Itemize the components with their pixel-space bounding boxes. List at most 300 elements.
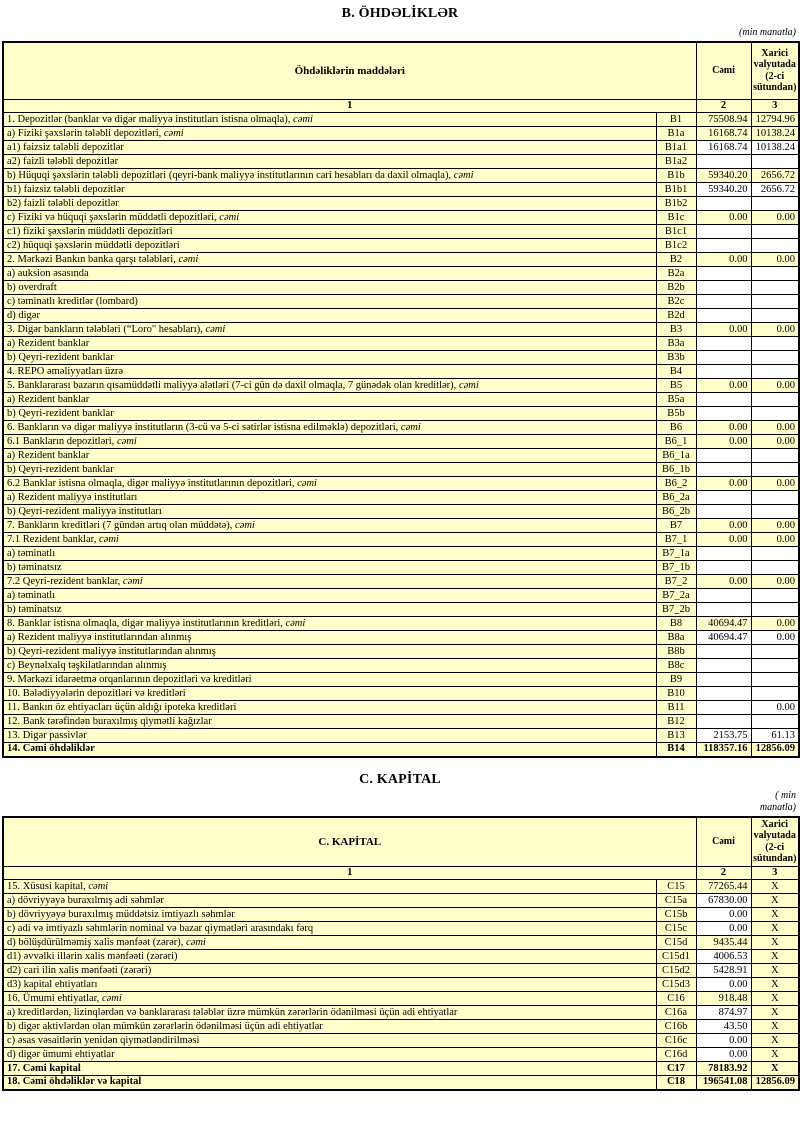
- cell-total[interactable]: 0.00: [696, 1048, 751, 1062]
- table-row: [3, 908, 799, 922]
- row-label: b) təminatsız: [3, 603, 656, 617]
- row-label: c1) fiziki şəxslərin müddətli depozitləri: [3, 225, 656, 239]
- row-label: 13. Digər passivlər: [3, 729, 656, 743]
- unit-note-b: (min manatla): [739, 27, 796, 38]
- cell-total: 59340.20: [696, 169, 751, 183]
- row-code: B7_1: [656, 533, 696, 547]
- cell-fx: X: [751, 950, 799, 964]
- cell-fx[interactable]: [751, 197, 799, 211]
- cell-fx[interactable]: [751, 351, 799, 365]
- cell-fx[interactable]: [751, 295, 799, 309]
- row-code: B6_2a: [656, 491, 696, 505]
- row-code: B4: [656, 365, 696, 379]
- cell-fx[interactable]: 61.13: [751, 729, 799, 743]
- row-code: B8a: [656, 631, 696, 645]
- capital-rows: [3, 880, 799, 1090]
- row-code: C15b: [656, 908, 696, 922]
- row-label: 17. Cəmi kapital: [3, 1062, 656, 1076]
- cell-fx[interactable]: [751, 603, 799, 617]
- cell-fx: 0.00: [751, 421, 799, 435]
- table-row: [3, 379, 799, 393]
- row-label: 15. Xüsusi kapital, cəmi: [3, 880, 656, 894]
- row-label: a) kreditlərdən, lizinqlərdən və banklararası tələblər üzrə mümkün zərərlərin ödənilməsi üçün adi ehtiyatlar: [3, 1006, 656, 1020]
- row-code: C16d: [656, 1048, 696, 1062]
- row-code: B2d: [656, 309, 696, 323]
- cell-fx[interactable]: [751, 687, 799, 701]
- row-code: B6_2: [656, 477, 696, 491]
- capital-table: [2, 816, 800, 1091]
- cell-total[interactable]: [696, 239, 751, 253]
- table-row: [3, 267, 799, 281]
- table-row: [3, 880, 799, 894]
- table-row: [3, 894, 799, 908]
- cell-fx: 0.00: [751, 211, 799, 225]
- row-code: C16b: [656, 1020, 696, 1034]
- row-code: B7_2: [656, 575, 696, 589]
- table-row: [3, 393, 799, 407]
- cell-total: 918.48: [696, 992, 751, 1006]
- row-code: C16: [656, 992, 696, 1006]
- row-code: C15d: [656, 936, 696, 950]
- cell-total[interactable]: 43.50: [696, 1020, 751, 1034]
- cell-fx: X: [751, 1020, 799, 1034]
- row-code: B5b: [656, 407, 696, 421]
- cell-fx[interactable]: [751, 267, 799, 281]
- cell-total: 0.00: [696, 253, 751, 267]
- capital-colnum-row: [3, 867, 799, 880]
- cell-total[interactable]: 40694.47: [696, 631, 751, 645]
- row-code: C15d3: [656, 978, 696, 992]
- table-row: [3, 533, 799, 547]
- cell-total[interactable]: 0.00: [696, 978, 751, 992]
- row-code: B7_2a: [656, 589, 696, 603]
- row-label: b) Qeyri-rezident maliyyə institutları: [3, 505, 656, 519]
- cell-total: 196541.08: [696, 1076, 751, 1090]
- row-label: 16. Ümumi ehtiyatlar, cəmi: [3, 992, 656, 1006]
- table-row: [3, 589, 799, 603]
- row-label: a) auksion əsasında: [3, 267, 656, 281]
- cell-total[interactable]: [696, 491, 751, 505]
- cell-total[interactable]: 874.97: [696, 1006, 751, 1020]
- row-label: a) təminatlı: [3, 589, 656, 603]
- row-label: 14. Cəmi öhdəliklər: [3, 743, 656, 757]
- cell-total: 0.00: [696, 435, 751, 449]
- row-code: C16c: [656, 1034, 696, 1048]
- cell-fx[interactable]: [751, 659, 799, 673]
- table-row: [3, 239, 799, 253]
- cell-total[interactable]: [696, 547, 751, 561]
- cell-fx[interactable]: [751, 281, 799, 295]
- cell-total[interactable]: [696, 337, 751, 351]
- cell-fx[interactable]: 0.00: [751, 701, 799, 715]
- cell-total: 78183.92: [696, 1062, 751, 1076]
- items-column-header: Öhdəliklərin maddələri: [3, 42, 696, 100]
- row-label: 4. REPO əməliyyatları üzrə: [3, 365, 656, 379]
- table-row: [3, 155, 799, 169]
- row-code: B6: [656, 421, 696, 435]
- unit-note-c-line2: manatla): [759, 802, 796, 813]
- table-row: [3, 211, 799, 225]
- cell-fx: X: [751, 908, 799, 922]
- row-label: 7.2 Qeyri-rezident banklar, cəmi: [3, 575, 656, 589]
- row-label: a) Rezident maliyyə institutlarından alınmış: [3, 631, 656, 645]
- total-column-header: Cəmi: [696, 42, 751, 100]
- row-label: 12. Bank tərəfindən buraxılmış qiymətli kağızlar: [3, 715, 656, 729]
- cell-fx[interactable]: [751, 365, 799, 379]
- cell-total[interactable]: [696, 225, 751, 239]
- cell-total: 0.00: [696, 211, 751, 225]
- row-code: B3b: [656, 351, 696, 365]
- cell-fx: 0.00: [751, 435, 799, 449]
- row-label: c) Beynəlxalq təşkilatlarından alınmış: [3, 659, 656, 673]
- cell-fx: 0.00: [751, 575, 799, 589]
- row-code: B12: [656, 715, 696, 729]
- table-row: [3, 421, 799, 435]
- table-row: [3, 1006, 799, 1020]
- row-label: b2) faizli tələbli depozitlər: [3, 197, 656, 211]
- row-label: 6.2 Banklar istisna olmaqla, digər maliyyə institutlarının depozitləri, cəmi: [3, 477, 656, 491]
- row-label: b1) faizsiz tələbli depozitlər: [3, 183, 656, 197]
- table-row: [3, 729, 799, 743]
- row-code: B1a2: [656, 155, 696, 169]
- row-code: B6_1b: [656, 463, 696, 477]
- row-code: B1b: [656, 169, 696, 183]
- cell-total[interactable]: [696, 449, 751, 463]
- table-row: [3, 936, 799, 950]
- table-row: [3, 113, 799, 127]
- unit-note-c-line1: ( min: [775, 789, 796, 801]
- row-label: a2) faizli tələbli depozitlər: [3, 155, 656, 169]
- cell-total[interactable]: [696, 589, 751, 603]
- row-code: B7_1a: [656, 547, 696, 561]
- cell-total: 0.00: [696, 519, 751, 533]
- cell-fx[interactable]: [751, 491, 799, 505]
- cell-fx[interactable]: [751, 645, 799, 659]
- row-code: B13: [656, 729, 696, 743]
- section-c-title: C. KAPİTAL: [359, 771, 441, 787]
- row-code: B1b1: [656, 183, 696, 197]
- capital-header-row: [3, 817, 799, 867]
- cell-total[interactable]: [696, 267, 751, 281]
- row-code: B8c: [656, 659, 696, 673]
- row-code: B3a: [656, 337, 696, 351]
- row-code: B1: [656, 113, 696, 127]
- cell-fx: X: [751, 964, 799, 978]
- table-row: [3, 253, 799, 267]
- cell-fx: 12856.09: [751, 1076, 799, 1090]
- cell-total[interactable]: 59340.20: [696, 183, 751, 197]
- cell-fx[interactable]: [751, 337, 799, 351]
- cell-fx[interactable]: [751, 673, 799, 687]
- cell-fx[interactable]: [751, 589, 799, 603]
- row-code: B1a: [656, 127, 696, 141]
- cell-fx: 10138.24: [751, 127, 799, 141]
- cell-total[interactable]: [696, 197, 751, 211]
- table-row: [3, 561, 799, 575]
- row-label: 7.1 Rezident banklar, cəmi: [3, 533, 656, 547]
- row-label: c) adi və imtiyazlı səhmlərin nominal və bazar qiymətləri arasındakı fərq: [3, 922, 656, 936]
- unit-note-c: [2, 790, 798, 815]
- table-row: [3, 197, 799, 211]
- row-label: a) Fiziki şəxslərin tələbli depozitləri, cəmi: [3, 127, 656, 141]
- cell-fx: 0.00: [751, 379, 799, 393]
- row-code: B5a: [656, 393, 696, 407]
- cell-fx: 0.00: [751, 477, 799, 491]
- row-code: B2b: [656, 281, 696, 295]
- cell-fx: 12856.09: [751, 743, 799, 757]
- table-row: [3, 505, 799, 519]
- table-row: [3, 1048, 799, 1062]
- row-code: B2: [656, 253, 696, 267]
- row-label: d2) cari ilin xalis mənfəəti (zərəri): [3, 964, 656, 978]
- row-code: B11: [656, 701, 696, 715]
- row-code: C15d2: [656, 964, 696, 978]
- cell-total[interactable]: [696, 407, 751, 421]
- table-row: [3, 351, 799, 365]
- cell-total[interactable]: [696, 365, 751, 379]
- row-label: 1. Depozitlər (banklar və digər maliyyə institutları istisna olmaqla), cəmi: [3, 113, 656, 127]
- cell-total[interactable]: 0.00: [696, 922, 751, 936]
- row-label: 8. Banklar istisna olmaqla, digər maliyyə institutlarının kreditləri, cəmi: [3, 617, 656, 631]
- row-label: a1) faizsiz tələbli depozitlər: [3, 141, 656, 155]
- table-row: [3, 141, 799, 155]
- table-row: [3, 992, 799, 1006]
- row-code: B1c2: [656, 239, 696, 253]
- cell-fx[interactable]: [751, 407, 799, 421]
- cell-fx[interactable]: [751, 547, 799, 561]
- cell-total[interactable]: 4006.53: [696, 950, 751, 964]
- table-row: [3, 519, 799, 533]
- row-code: C17: [656, 1062, 696, 1076]
- cell-fx: 0.00: [751, 323, 799, 337]
- colnum-2: 2: [696, 100, 751, 113]
- cell-fx: 0.00: [751, 617, 799, 631]
- cell-total[interactable]: [696, 393, 751, 407]
- cell-fx[interactable]: [751, 561, 799, 575]
- liabilities-rows: [3, 113, 799, 757]
- cell-fx[interactable]: [751, 449, 799, 463]
- cell-total[interactable]: [696, 701, 751, 715]
- cell-total[interactable]: [696, 309, 751, 323]
- cell-total[interactable]: 67830.00: [696, 894, 751, 908]
- cell-total[interactable]: [696, 715, 751, 729]
- row-code: B8: [656, 617, 696, 631]
- row-code: B10: [656, 687, 696, 701]
- cell-fx: 0.00: [751, 253, 799, 267]
- row-label: c2) hüquqi şəxslərin müddətli depozitləri: [3, 239, 656, 253]
- table-row: [3, 1076, 799, 1090]
- cell-total[interactable]: 0.00: [696, 1034, 751, 1048]
- row-label: d) bölüşdürülməmiş xalis mənfəət (zərər), cəmi: [3, 936, 656, 950]
- table-row: [3, 645, 799, 659]
- row-label: a) Rezident banklar: [3, 337, 656, 351]
- row-code: B6_2b: [656, 505, 696, 519]
- table-row: [3, 281, 799, 295]
- row-code: C16a: [656, 1006, 696, 1020]
- table-row: [3, 127, 799, 141]
- cell-fx: 0.00: [751, 533, 799, 547]
- colnum-2: 2: [696, 867, 751, 880]
- cell-fx: 12794.96: [751, 113, 799, 127]
- cell-total[interactable]: 2153.75: [696, 729, 751, 743]
- row-code: B6_1: [656, 435, 696, 449]
- fx-column-header: Xarici valyutada (2-ci sütundan): [751, 817, 799, 867]
- row-label: c) Fiziki və hüquqi şəxslərin müddətli depozitləri, cəmi: [3, 211, 656, 225]
- table-row: [3, 701, 799, 715]
- row-label: b) təminatsız: [3, 561, 656, 575]
- cell-fx[interactable]: [751, 463, 799, 477]
- row-code: B6_1a: [656, 449, 696, 463]
- fx-column-header: Xarici valyutada (2-ci sütundan): [751, 42, 799, 100]
- cell-total: 0.00: [696, 477, 751, 491]
- row-code: B2c: [656, 295, 696, 309]
- row-code: B9: [656, 673, 696, 687]
- row-code: B14: [656, 743, 696, 757]
- cell-fx[interactable]: [751, 393, 799, 407]
- liabilities-table: [2, 41, 800, 758]
- cell-total: 0.00: [696, 533, 751, 547]
- cell-fx: 2656.72: [751, 169, 799, 183]
- cell-fx[interactable]: 2656.72: [751, 183, 799, 197]
- row-label: d3) kapital ehtiyatları: [3, 978, 656, 992]
- cell-total[interactable]: [696, 645, 751, 659]
- cell-total: 75508.94: [696, 113, 751, 127]
- table-row: [3, 309, 799, 323]
- cell-fx[interactable]: [751, 309, 799, 323]
- table-row: [3, 964, 799, 978]
- row-code: B7_2b: [656, 603, 696, 617]
- cell-total[interactable]: [696, 561, 751, 575]
- cell-fx[interactable]: [751, 239, 799, 253]
- table-row: [3, 715, 799, 729]
- row-label: 7. Bankların kreditləri (7 gündən artıq olan müddətə), cəmi: [3, 519, 656, 533]
- row-label: b) Hüquqi şəxslərin tələbli depozitləri (qeyri-bank maliyyə institutlarının cari hesabları da daxil olmaqla), cəmi: [3, 169, 656, 183]
- cell-fx: X: [751, 936, 799, 950]
- row-label: 18. Cəmi öhdəliklər və kapital: [3, 1076, 656, 1090]
- cell-total[interactable]: 5428.91: [696, 964, 751, 978]
- row-code: B3: [656, 323, 696, 337]
- colnum-3: 3: [751, 867, 799, 880]
- cell-fx: X: [751, 894, 799, 908]
- cell-total[interactable]: 0.00: [696, 908, 751, 922]
- cell-total: 118357.16: [696, 743, 751, 757]
- colnum-1: 1: [3, 867, 696, 880]
- total-column-header: Cəmi: [696, 817, 751, 867]
- table-row: [3, 449, 799, 463]
- row-label: b) overdraft: [3, 281, 656, 295]
- cell-total[interactable]: [696, 687, 751, 701]
- table-row: [3, 673, 799, 687]
- table-row: [3, 547, 799, 561]
- cell-fx: X: [751, 1048, 799, 1062]
- row-label: a) Rezident banklar: [3, 449, 656, 463]
- row-code: C18: [656, 1076, 696, 1090]
- cell-total[interactable]: [696, 603, 751, 617]
- cell-fx: X: [751, 1034, 799, 1048]
- row-label: 3. Digər bankların tələbləri (“Loro" hesabları), cəmi: [3, 323, 656, 337]
- cell-total: 0.00: [696, 323, 751, 337]
- row-code: C15d1: [656, 950, 696, 964]
- cell-total[interactable]: [696, 673, 751, 687]
- row-code: B7_1b: [656, 561, 696, 575]
- row-code: B1a1: [656, 141, 696, 155]
- cell-fx: X: [751, 880, 799, 894]
- table-row: [3, 337, 799, 351]
- row-label: d1) əvvəlki illərin xalis mənfəəti (zərəri): [3, 950, 656, 964]
- cell-fx[interactable]: [751, 155, 799, 169]
- row-label: a) Rezident banklar: [3, 393, 656, 407]
- row-code: B8b: [656, 645, 696, 659]
- cell-total: 0.00: [696, 575, 751, 589]
- table-row: [3, 295, 799, 309]
- cell-total[interactable]: [696, 155, 751, 169]
- cell-total[interactable]: 16168.74: [696, 141, 751, 155]
- table-row: [3, 1062, 799, 1076]
- table-row: [3, 659, 799, 673]
- cell-fx: X: [751, 922, 799, 936]
- row-code: B1c1: [656, 225, 696, 239]
- row-label: a) dövriyyəyə buraxılmış adi səhmlər: [3, 894, 656, 908]
- cell-fx[interactable]: [751, 505, 799, 519]
- row-code: B1c: [656, 211, 696, 225]
- cell-total: 0.00: [696, 379, 751, 393]
- table-row: [3, 463, 799, 477]
- cell-total[interactable]: [696, 295, 751, 309]
- row-label: 2. Mərkəzi Bankın banka qarşı tələbləri, cəmi: [3, 253, 656, 267]
- colnum-1: 1: [3, 100, 696, 113]
- cell-total[interactable]: [696, 463, 751, 477]
- liabilities-colnum-row: [3, 100, 799, 113]
- table-row: [3, 435, 799, 449]
- row-code: B2a: [656, 267, 696, 281]
- row-label: b) Qeyri-rezident banklar: [3, 463, 656, 477]
- row-label: d) digər: [3, 309, 656, 323]
- row-label: a) Rezident maliyyə institutları: [3, 491, 656, 505]
- cell-fx[interactable]: [751, 715, 799, 729]
- row-label: 6. Bankların və digər maliyyə institutların (3-cü və 5-ci sətirlər istisna edilməklə) depozitləri, cəmi: [3, 421, 656, 435]
- row-label: a) təminatlı: [3, 547, 656, 561]
- cell-total[interactable]: [696, 351, 751, 365]
- row-code: B1b2: [656, 197, 696, 211]
- liabilities-header-row: [3, 42, 799, 100]
- cell-total[interactable]: [696, 281, 751, 295]
- cell-total: 77265.44: [696, 880, 751, 894]
- row-label: d) digər ümumi ehtiyatlar: [3, 1048, 656, 1062]
- cell-total[interactable]: [696, 505, 751, 519]
- table-row: [3, 491, 799, 505]
- table-row: [3, 687, 799, 701]
- cell-fx[interactable]: 10138.24: [751, 141, 799, 155]
- cell-total: 9435.44: [696, 936, 751, 950]
- table-row: [3, 183, 799, 197]
- cell-fx[interactable]: 0.00: [751, 631, 799, 645]
- cell-fx[interactable]: [751, 225, 799, 239]
- cell-total[interactable]: [696, 659, 751, 673]
- row-label: b) digər aktivlərdən olan mümkün zərərlərin ödənilməsi üçün adi ehtiyatlar: [3, 1020, 656, 1034]
- items-column-header: C. KAPİTAL: [3, 817, 696, 867]
- table-row: [3, 631, 799, 645]
- table-row: [3, 978, 799, 992]
- cell-fx: X: [751, 992, 799, 1006]
- table-row: [3, 477, 799, 491]
- row-label: c) təminatlı kreditlər (lombard): [3, 295, 656, 309]
- colnum-3: 3: [751, 100, 799, 113]
- table-row: [3, 950, 799, 964]
- cell-fx: X: [751, 978, 799, 992]
- row-label: 10. Bələdiyyələrin depozitləri və kreditləri: [3, 687, 656, 701]
- table-row: [3, 743, 799, 757]
- row-label: 5. Banklararası bazarın qısamüddətli maliyyə alətləri (7-ci gün də daxil olmaqla, 7 günədək olan kreditlər), cəmi: [3, 379, 656, 393]
